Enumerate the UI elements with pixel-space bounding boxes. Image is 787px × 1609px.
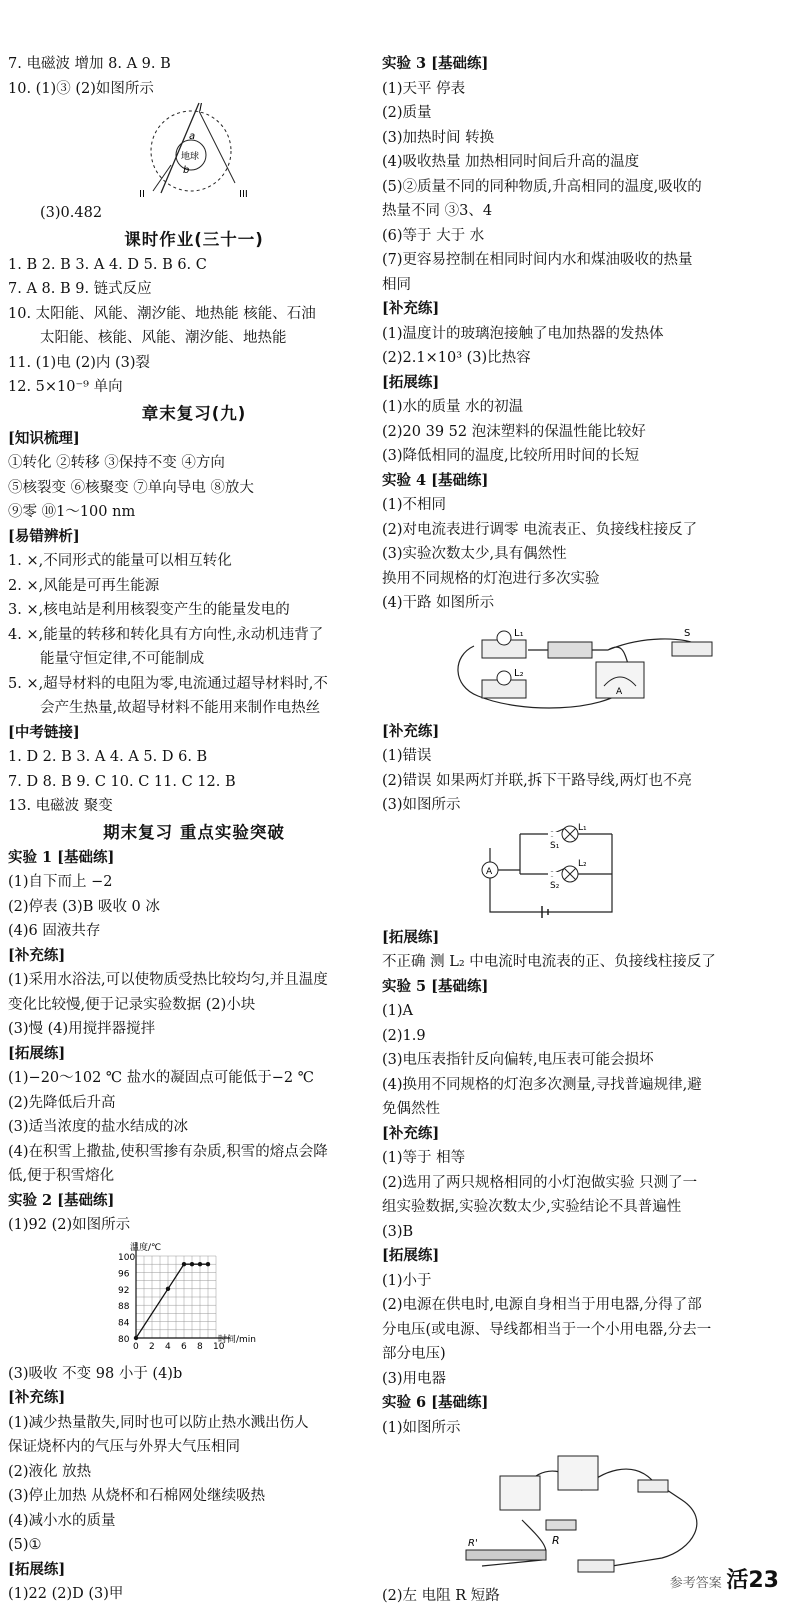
- lamp-label: L₁: [578, 822, 587, 833]
- answer-line: (1)采用水浴法,可以使物质受热比较均匀,并且温度: [8, 972, 328, 988]
- answer-line: (3)0.482: [40, 205, 103, 221]
- answer-line: 4. ×,能量的转移和转化具有方向性,永动机违背了: [8, 626, 324, 643]
- answer-line: 7. D 8. B 9. C 10. C 11. C 12. B: [8, 773, 236, 790]
- answer-line: (3)B: [382, 1223, 414, 1240]
- subsection-tag: [补充练]: [382, 1124, 440, 1142]
- resistor: [546, 1520, 576, 1530]
- answer-line: (1)如图所示: [382, 1419, 461, 1436]
- switch-label: S₂: [550, 880, 560, 891]
- answer-line: 变化比较慢,便于记录实验数据 (2)小块: [8, 996, 256, 1013]
- answer-line: 2. ×,风能是可再生能源: [8, 577, 160, 594]
- page-footer: [670, 1563, 779, 1594]
- answer-line: 低,便于积雪熔化: [8, 1168, 115, 1184]
- answer-line: 不正确 测 L₂ 中电流时电流表的正、负接线柱接反了: [382, 954, 716, 970]
- answer-line: (2)先降低后升高: [8, 1094, 116, 1111]
- section-heading: 章末复习(九): [141, 403, 247, 423]
- answer-line: (1)水的质量 水的初温: [382, 399, 524, 415]
- answer-line: 分电压(或电源、导线都相当于一个小用电器,分去一: [382, 1321, 712, 1338]
- answer-line: (1)不相同: [382, 497, 447, 513]
- subsection-tag: [补充练]: [8, 1389, 66, 1406]
- subsection-tag: [拓展练]: [8, 1044, 66, 1062]
- answer-line: 3. ×,核电站是利用核裂变产生的能量发电的: [8, 602, 290, 618]
- x-tick-label: 0: [133, 1341, 139, 1352]
- subsection-tag: [拓展练]: [382, 373, 440, 391]
- graph-figure: [8, 1238, 368, 1358]
- answer-line: (2)20 39 52 泡沫塑料的保温性能比较好: [382, 423, 646, 440]
- page-number: 活23: [726, 1568, 779, 1593]
- answer-line: (3)加热时间 转换: [382, 129, 495, 146]
- ammeter-label: A: [486, 866, 493, 877]
- x-tick-label: 4: [165, 1341, 171, 1352]
- answer-line: (2)电源在供电时,电源自身相当于用电器,分得了部: [382, 1297, 702, 1313]
- subsection-tag: [拓展练]: [382, 928, 440, 946]
- data-point: [182, 1262, 186, 1266]
- answer-line: (3)如图所示: [382, 797, 461, 813]
- earth-figure: [8, 101, 368, 197]
- switch: [638, 1480, 668, 1492]
- subsection-tag: [补充练]: [382, 722, 440, 740]
- y-tick-label: 88: [118, 1301, 130, 1312]
- answer-line: (3)慢 (4)用搅拌器搅拌: [8, 1021, 156, 1037]
- answer-line: (5)②质量不同的同种物质,升高相同的温度,吸收的: [382, 178, 702, 195]
- earth-label: II: [139, 189, 145, 197]
- circuit-label: A: [616, 686, 623, 697]
- data-point: [206, 1262, 210, 1266]
- answer-line: (2)液化 放热: [8, 1463, 92, 1480]
- answer-line: (4)吸收热量 加热相同时间后升高的温度: [382, 154, 640, 170]
- x-tick-label: 8: [197, 1341, 203, 1352]
- answer-line: (5)①: [8, 1537, 42, 1553]
- temperature-line: [136, 1264, 208, 1338]
- circuit1-diagram: [382, 616, 780, 720]
- subsection-tag: 实验 4 [基础练]: [382, 471, 489, 489]
- answer-line: 太阳能、核能、风能、潮汐能、地热能: [40, 330, 287, 346]
- answer-line: (4)6 固液共存: [8, 923, 101, 939]
- answer-line: (6)等于 大于 水: [382, 227, 485, 244]
- data-point: [166, 1286, 170, 1290]
- bulb: [497, 631, 511, 645]
- x-tick-label: 10: [213, 1341, 225, 1352]
- answer-line: 会产生热量,故超导材料不能用来制作电热丝: [40, 700, 321, 716]
- rheostat-label: R': [468, 1538, 478, 1549]
- answer-line: ①转化 ②转移 ③保持不变 ④方向: [8, 455, 225, 471]
- earth-label: I: [199, 101, 203, 114]
- battery: [578, 1560, 614, 1572]
- circuit1-figure: [382, 616, 780, 716]
- y-tick-label: 84: [118, 1318, 130, 1329]
- y-tick-label: 92: [118, 1285, 130, 1296]
- subsection-tag: [中考链接]: [8, 723, 80, 741]
- data-point: [198, 1262, 202, 1266]
- circuit3-figure: [382, 1440, 780, 1580]
- answer-line: (1)−20～102 ℃ 盐水的凝固点可能低于−2 ℃: [8, 1070, 314, 1086]
- data-point: [190, 1262, 194, 1266]
- answer-line: 10. (1)③ (2)如图所示: [8, 80, 154, 97]
- battery: [548, 642, 592, 658]
- answer-line: (3)实验次数太少,具有偶然性: [382, 546, 567, 562]
- answer-line: 5. ×,超导材料的电阻为零,电流通过超导材料时,不: [8, 675, 328, 692]
- resistor-label: R: [552, 1534, 560, 1547]
- y-tick-label: 100: [118, 1252, 136, 1263]
- subsection-tag: [易错辨析]: [8, 527, 80, 545]
- left-column: [8, 52, 380, 1607]
- answer-line: 1. D 2. B 3. A 4. A 5. D 6. B: [8, 749, 208, 765]
- answer-line: 7. 电磁波 增加 8. A 9. B: [8, 56, 171, 72]
- answer-line: (3)停止加热 从烧杯和石棉网处继续吸热: [8, 1488, 266, 1504]
- answer-line: (7)更容易控制在相同时间内水和煤油吸收的热量: [382, 252, 693, 268]
- subsection-tag: 实验 1 [基础练]: [8, 848, 115, 866]
- bulb: [497, 671, 511, 685]
- answer-line: (2)停表 (3)B 吸收 0 冰: [8, 898, 160, 915]
- answer-line: (1)天平 停表: [382, 80, 466, 97]
- answer-line: (1)92 (2)如图所示: [8, 1217, 131, 1233]
- answer-line: 12. 5×10⁻⁹ 单向: [8, 379, 123, 395]
- answer-line: (2)2.1×10³ (3)比热容: [382, 350, 531, 366]
- switch-label: S₁: [550, 840, 560, 851]
- answer-line: 1. B 2. B 3. A 4. D 5. B 6. C: [8, 256, 207, 273]
- x-tick-label: 6: [181, 1341, 187, 1352]
- answer-line: 组实验数据,实验次数太少,实验结论不具普遍性: [382, 1199, 682, 1215]
- rheostat: [466, 1550, 546, 1560]
- section-heading: 课时作业(三十一): [124, 229, 264, 249]
- wire: [490, 834, 612, 874]
- answer-line: 1. ×,不同形式的能量可以相互转化: [8, 553, 232, 569]
- answer-line: (1)A: [382, 1003, 414, 1019]
- answer-line: (2)左 电阻 R 短路: [382, 1588, 500, 1604]
- earth-label: III: [239, 189, 248, 197]
- ray-line: [153, 165, 171, 191]
- answer-line: ⑤核裂变 ⑥核聚变 ⑦单向导电 ⑧放大: [8, 479, 254, 496]
- section-heading: 期末复习 重点实验突破: [103, 822, 285, 842]
- subsection-tag: 实验 3 [基础练]: [382, 55, 489, 72]
- answer-line: 7. A 8. B 9. 链式反应: [8, 281, 152, 297]
- answer-line: (3)吸收 不变 98 小于 (4)b: [8, 1365, 183, 1382]
- answer-line: 保证烧杯内的气压与外界大气压相同: [8, 1439, 240, 1455]
- answer-line: (2)质量: [382, 105, 432, 121]
- graph-diagram: [8, 1238, 380, 1362]
- earth-diagram: [8, 101, 380, 201]
- circuit2-diagram: [382, 818, 780, 926]
- subsection-tag: 实验 2 [基础练]: [8, 1191, 115, 1209]
- subsection-tag: 实验 5 [基础练]: [382, 977, 489, 995]
- answer-line: 免偶然性: [382, 1101, 440, 1117]
- answer-line: 能量守恒定律,不可能制成: [40, 651, 205, 667]
- answer-line: (1)小于: [382, 1272, 432, 1289]
- answer-line: (4)干路 如图所示: [382, 595, 495, 611]
- answer-line: (1)自下而上 −2: [8, 874, 113, 890]
- footer-label: 参考答案: [669, 1576, 722, 1591]
- answer-line: (3)适当浓度的盐水结成的冰: [8, 1119, 189, 1135]
- earth-label: b: [183, 165, 190, 176]
- answer-line: 13. 电磁波 聚变: [8, 798, 113, 814]
- answer-line: 热量不同 ③3、4: [382, 203, 493, 219]
- circuit2-figure: [382, 818, 780, 922]
- voltmeter: [558, 1456, 598, 1490]
- right-column: [382, 52, 780, 1609]
- circuit-label: S: [684, 627, 691, 639]
- answer-line: ⑨零 ⑩1～100 nm: [8, 504, 136, 520]
- y-tick-label: 96: [118, 1268, 130, 1279]
- answer-line: (2)错误 如果两灯并联,拆下干路导线,两灯也不亮: [382, 772, 692, 789]
- lamp-label: L₂: [578, 858, 587, 869]
- circuit-label: L₁: [514, 627, 524, 639]
- answer-line: (1)22 (2)D (3)甲: [8, 1586, 124, 1602]
- y-axis-label: 温度/℃: [130, 1242, 162, 1253]
- answer-line: (2)选用了两只规格相同的小灯泡做实验 只测了一: [382, 1174, 698, 1191]
- answer-line: (3)降低相同的温度,比较所用时间的长短: [382, 448, 640, 464]
- voltmeter: [500, 1476, 540, 1510]
- answer-line: 11. (1)电 (2)内 (3)裂: [8, 354, 151, 371]
- answer-line: (1)错误: [382, 748, 432, 764]
- subsection-tag: [补充练]: [8, 946, 66, 964]
- y-tick-label: 80: [118, 1334, 130, 1345]
- subsection-tag: [拓展练]: [8, 1560, 66, 1578]
- answer-line: (4)在积雪上撒盐,使积雪掺有杂质,积雪的熔点会降: [8, 1143, 328, 1160]
- subsection-tag: [补充练]: [382, 300, 440, 317]
- switch: [672, 642, 712, 656]
- x-axis-label: 时间/min: [218, 1334, 257, 1345]
- x-tick-label: 2: [149, 1341, 155, 1352]
- data-point: [134, 1335, 138, 1339]
- earth-label: 地球: [181, 152, 200, 162]
- answer-line: (1)温度计的玻璃泡接触了电加热器的发热体: [382, 325, 664, 342]
- answer-line: 10. 太阳能、风能、潮汐能、地热能 核能、石油: [8, 305, 316, 322]
- answer-line: (1)减少热量散失,同时也可以防止热水溅出伤人: [8, 1414, 309, 1431]
- answer-line: (1)等于 相等: [382, 1150, 466, 1166]
- answer-line: 部分电压): [382, 1346, 446, 1362]
- answer-line: (4)换用不同规格的灯泡多次测量,寻找普遍规律,避: [382, 1076, 702, 1093]
- answer-line: (2)对电流表进行调零 电流表正、负接线柱接反了: [382, 521, 698, 538]
- answer-line: (3)用电器: [382, 1370, 447, 1387]
- answer-line: 相同: [382, 276, 411, 293]
- answer-line: (2)1.9: [382, 1027, 426, 1044]
- ray-line: [199, 111, 235, 183]
- earth-label: a: [189, 131, 196, 142]
- circuit-label: L₂: [514, 667, 524, 679]
- answer-line: (4)减小水的质量: [8, 1512, 116, 1529]
- subsection-tag: [知识梳理]: [8, 429, 80, 447]
- subsection-tag: [拓展练]: [382, 1247, 440, 1264]
- answer-line: (3)电压表指针反向偏转,电压表可能会损坏: [382, 1052, 654, 1068]
- answer-line: 换用不同规格的灯泡进行多次实验: [382, 570, 600, 587]
- subsection-tag: 实验 6 [基础练]: [382, 1394, 489, 1411]
